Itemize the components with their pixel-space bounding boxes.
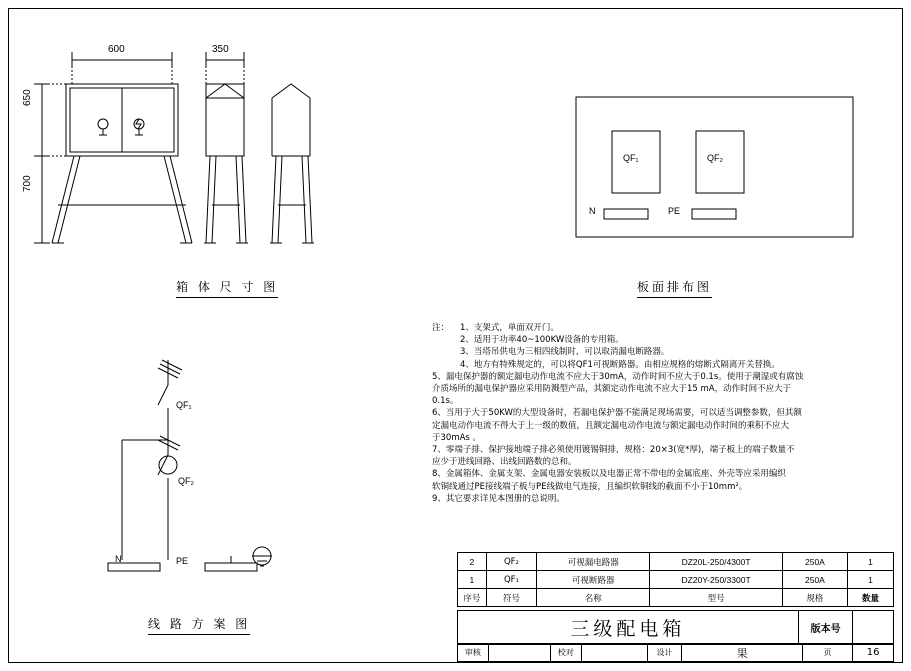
dimension-350: 350	[212, 44, 229, 55]
notes-title: 注：	[432, 323, 450, 333]
table-header-row	[458, 589, 894, 607]
page-value: 16	[853, 644, 894, 662]
dimension-600: 600	[108, 44, 125, 55]
table-row	[458, 553, 894, 571]
bom-symbol: QF₁	[486, 571, 536, 589]
note-item: 于30mAs 。	[432, 432, 482, 443]
title-block-signatures	[457, 643, 894, 662]
dimension-650: 650	[22, 89, 33, 106]
bom-qty: 1	[848, 571, 894, 589]
circuit-qf1-label: QF₁	[176, 400, 192, 410]
note-item: 2、适用于功率40~100KW设备的专用箱。	[460, 335, 624, 346]
note-item: 5、漏电保护器的额定漏电动作电流不应大于30mA，动作时间不应大于0.1s。使用于潮湿或有腐蚀	[432, 371, 804, 382]
page-label: 页	[802, 644, 852, 662]
bom-index: 1	[458, 571, 487, 589]
note-item: 6、当用于大于50KW的大型设备时，若漏电保护器不能满足现场需要，可以适当调整参数，但其额	[432, 408, 802, 419]
bom-spec: 250A	[782, 553, 847, 571]
panel-pe-label: PE	[668, 206, 681, 216]
bom-name: 可视断路器	[537, 571, 650, 589]
note-item: 定漏电动作电流不得大于上一级的数值，且额定漏电动作电流与额定漏电动作时间的乘积不应大	[432, 420, 790, 431]
review-value	[488, 644, 550, 662]
bom-table	[457, 552, 894, 607]
dimension-700: 700	[22, 175, 33, 192]
circuit-qf2-label: QF₂	[178, 476, 194, 486]
drawing-main-title: 三级配电箱	[458, 611, 799, 645]
bom-header-qty: 数量	[848, 589, 894, 607]
table-row	[458, 571, 894, 589]
bom-symbol: QF₂	[486, 553, 536, 571]
caption-cabinet-dimension: 箱 体 尺 寸 图	[176, 278, 278, 298]
note-item: 7、零端子排、保护接地端子排必须使用镀锡铜排，规格：20×3(宽*厚)，端子板上的端子数量不	[432, 445, 795, 456]
title-block	[457, 610, 894, 645]
design-label: 设计	[647, 644, 682, 662]
bom-qty: 1	[848, 553, 894, 571]
bom-name: 可视漏电路器	[537, 553, 650, 571]
check-label: 校对	[550, 644, 581, 662]
bom-header-index: 序号	[458, 589, 487, 607]
note-item: 8、金属箱体、金属支架、金属电器安装板以及电器正常不带电的金属底座、外壳等应采用编织	[432, 469, 786, 480]
check-value	[581, 644, 647, 662]
bom-model: DZ20Y-250/3300T	[650, 571, 783, 589]
bom-model: DZ20L-250/4300T	[650, 553, 783, 571]
circuit-n-label: N	[115, 554, 122, 564]
note-item: 介质场所的漏电保护器应采用防溅型产品，其额定动作电流不应大于15 mA，动作时间不应大于	[432, 384, 792, 395]
review-label: 审核	[458, 644, 489, 662]
note-item: 9、其它要求详见本图册的总说明。	[432, 493, 565, 504]
bom-index: 2	[458, 553, 487, 571]
bom-header-model: 型号	[650, 589, 783, 607]
design-value: 果	[682, 644, 803, 662]
panel-n-label: N	[589, 206, 596, 216]
panel-qf1-label: QF₁	[623, 153, 639, 163]
version-value	[853, 611, 894, 645]
panel-qf2-label: QF₂	[707, 153, 723, 163]
bom-header-symbol: 符号	[486, 589, 536, 607]
note-item: 软铜线通过PE接线端子板与PE线做电气连接，且编织软铜线的截面不小于10mm²。	[432, 481, 748, 492]
bom-spec: 250A	[782, 571, 847, 589]
note-item: 0.1s。	[432, 396, 459, 407]
note-item: 应少于进线回路、出线回路数的总和。	[432, 457, 577, 468]
circuit-pe-label: PE	[176, 556, 189, 566]
signature-row	[458, 644, 894, 662]
note-item: 3、当塔吊供电为三相四线制时，可以取消漏电断路器。	[460, 347, 670, 358]
notes-list	[432, 322, 890, 505]
bom-header-name: 名称	[537, 589, 650, 607]
caption-panel-layout: 板面排布图	[637, 278, 712, 298]
version-label: 版本号	[798, 611, 853, 645]
bom-header-spec: 规格	[782, 589, 847, 607]
caption-circuit-scheme: 线 路 方 案 图	[148, 615, 250, 635]
note-item: 1、支架式，单面双开门。	[460, 323, 559, 333]
title-row	[458, 611, 894, 645]
note-item: 4、地方有特殊规定的，可以将QF1可视断路器。由相应规格的熔断式隔离开关替换。	[460, 359, 780, 370]
